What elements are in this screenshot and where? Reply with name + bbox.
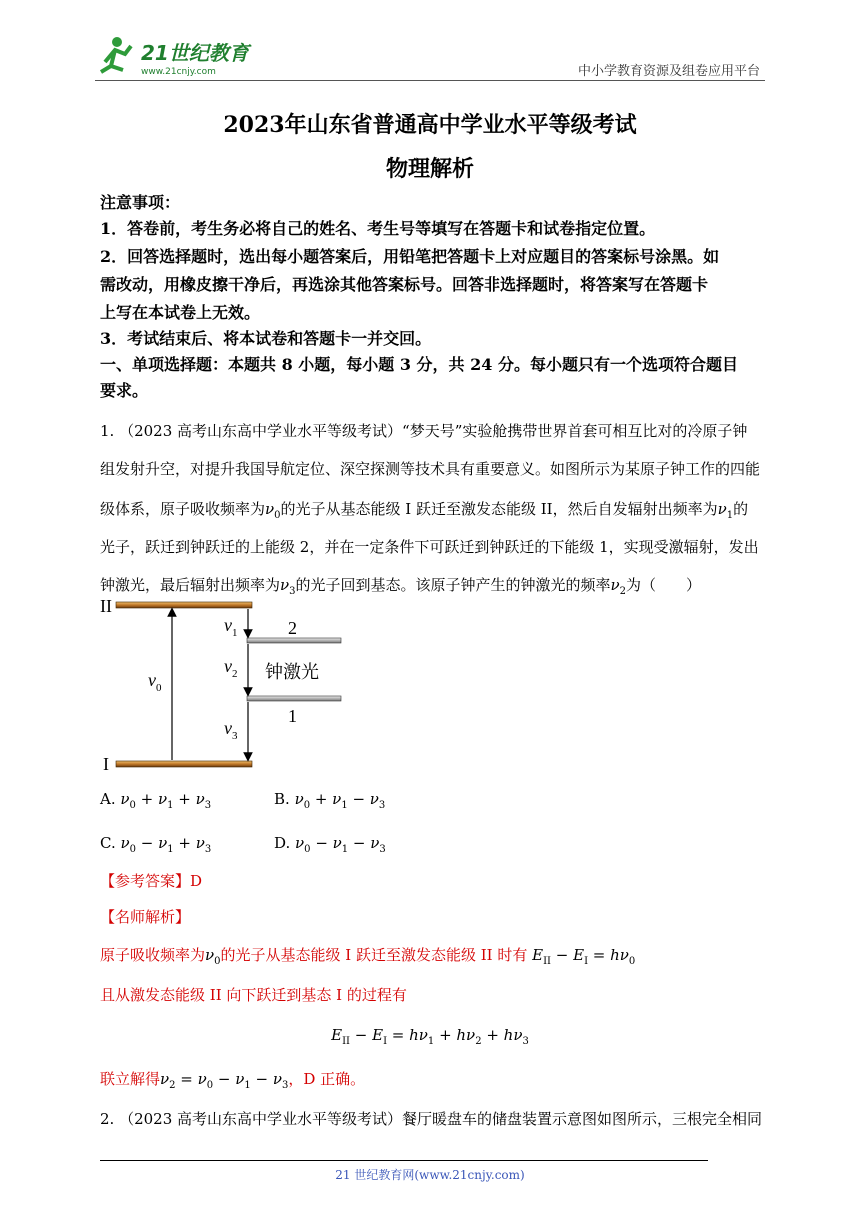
footer-divider [100, 1160, 708, 1161]
page-subtitle: 物理解析 [385, 156, 474, 182]
logo-url: www.21cnjy.com [141, 67, 216, 77]
platform-name: 中小学教育资源及组卷应用平台 [577, 64, 760, 79]
q1-line: 光子，跃迁到钟跃迁的上能级 2，并在一定条件下可跃迁到钟跃迁的下能级 1，实现受激辐射，发出 [100, 538, 759, 556]
option-a: A. $\nu_0 + \nu_1 + \nu_3$ [100, 790, 212, 811]
option-b: B. $\nu_0 + \nu_1 - \nu_3$ [274, 790, 386, 811]
level-I-bar [116, 761, 252, 767]
level-2-label: 2 [288, 618, 297, 638]
notice-item: 需改动，用橡皮擦干净后，再选涂其他答案标号。回答非选择题时，将答案写在答题卡 [100, 275, 709, 294]
notice-item: 3．考试结束后、将本试卷和答题卡一并交回。 [100, 329, 432, 348]
footer-link[interactable]: 21 世纪教育网(www.21cnjy.com) [335, 1168, 525, 1182]
notice-item: 上写在本试卷上无效。 [100, 303, 261, 322]
q1-line: 级体系，原子吸收频率为$\nu_0$的光子从基态能级 I 跃迁至激发态能级 II，然后自发辐射出频率为$\nu_1$的 [100, 500, 749, 521]
analysis-conclusion: 联立解得$\nu_2 = \nu_0 - \nu_1 - \nu_3$，D 正确。 [100, 1070, 366, 1091]
q2-line: 2. （2023 高考山东高中学业水平等级考试）餐厅暖盘车的储盘装置示意图如图所示，三根完全相同 [100, 1110, 763, 1128]
q1-line: 1. （2023 高考山东高中学业水平等级考试）“梦天号”实验舱携带世界首套可相互比对的冷原子钟 [100, 422, 748, 440]
option-c: C. $\nu_0 - \nu_1 + \nu_3$ [100, 834, 212, 855]
analysis-equation: $E_{II} - E_I = h\nu_1 + h\nu_2 + h\nu_3$ [331, 1026, 529, 1047]
q1-line: 组发射升空，对提升我国导航定位、深空探测等技术具有重要意义。如图所示为某原子钟工作的四能 [100, 460, 761, 478]
level-II-label: II [100, 596, 112, 616]
logo [95, 32, 270, 80]
nu0-label: $\nu_0$ [148, 670, 162, 694]
nu2-label: $\nu_2$ [224, 656, 238, 680]
nu3-label: $\nu_3$ [224, 718, 238, 742]
q1-line: 钟激光，最后辐射出频率为$\nu_3$的光子回到基态。该原子钟产生的钟激光的频率$\nu_2$为（ ） [100, 576, 702, 597]
analysis-line: 原子吸收频率为$\nu_0$的光子从基态能级 I 跃迁至激发态能级 II 时有 $E_{II} - E_I = h\nu_0$ [100, 946, 636, 967]
option-d: D. $\nu_0 - \nu_1 - \nu_3$ [274, 834, 386, 855]
level-2-bar [247, 638, 341, 643]
level-1-bar [247, 696, 341, 701]
section-heading: 一、单项选择题：本题共 8 小题，每小题 3 分，共 24 分。每小题只有一个选项符合题目 [100, 355, 738, 374]
answer: 【参考答案】D [100, 872, 203, 890]
energy-level-diagram [100, 596, 360, 786]
laser-label: 钟激光 [265, 662, 319, 683]
notice-item: 1．答卷前，考生务必将自己的姓名、考生号等填写在答题卡和试卷指定位置。 [100, 219, 656, 238]
logo-text: 21世纪教育 [141, 41, 249, 65]
page-title: 2023年山东省普通高中学业水平等级考试 [223, 112, 637, 138]
level-I-label: I [103, 754, 109, 774]
header-divider [95, 80, 765, 81]
nu1-label: $\nu_1$ [224, 615, 238, 639]
section-heading-cont: 要求。 [100, 381, 149, 400]
level-II-bar [116, 602, 252, 608]
notice-item: 2．回答选择题时，选出每小题答案后，用铅笔把答题卡上对应题目的答案标号涂黑。如 [100, 247, 720, 266]
analysis-heading: 【名师解析】 [100, 908, 191, 926]
analysis-line: 且从激发态能级 II 向下跃迁到基态 I 的过程有 [100, 986, 407, 1004]
level-1-label: 1 [288, 706, 297, 726]
runner-icon [101, 37, 131, 72]
notice-heading: 注意事项： [100, 193, 181, 212]
